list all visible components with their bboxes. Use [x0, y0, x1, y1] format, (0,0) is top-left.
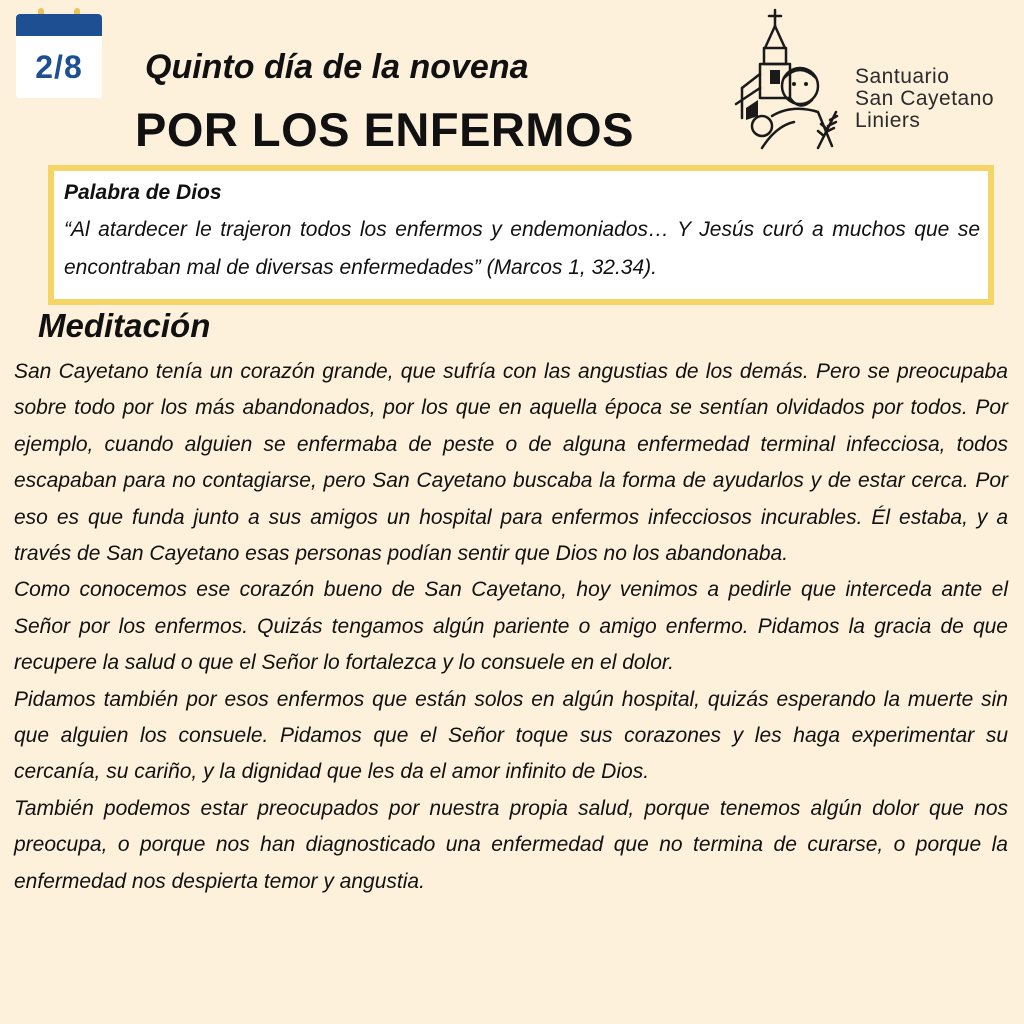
word-of-god-text: “Al atardecer le trajeron todos los enfermos y endemoniados… Y Jesús curó a muchos que se encontraban mal de diversas enfermedades” (Marcos 1, 32.34).	[64, 218, 980, 279]
meditation-body	[14, 354, 1008, 900]
calendar-body	[16, 36, 102, 98]
word-of-god-box	[48, 165, 994, 305]
page-title: POR LOS ENFERMOS	[135, 103, 634, 156]
meditation-paragraph: Como conocemos ese corazón bueno de San Cayetano, hoy venimos a pedirle que interceda ante el Señor por los enfermos. Quizás tengamos algún pariente o amigo enfermo. Pidamos la gracia de que recupere la salud o que el Señor lo fortalezca y lo consuele en el dolor.	[14, 578, 1008, 675]
calendar-icon	[16, 8, 102, 98]
sanctuary-logo-icon	[732, 8, 842, 153]
meditation-title: Meditación	[38, 307, 211, 344]
sanctuary-name-line: Liniers	[855, 109, 921, 132]
meditation-paragraph: San Cayetano tenía un corazón grande, que sufría con las angustias de los demás. Pero se preocupaba sobre todo por los más abandonados, por los que en aquella época se sentían olvidados por todos. Por ejemplo, cuando alguien se enfermaba de peste o de alguna enfermedad terminal infecciosa, todos escapaban para no contagiarse, pero San Cayetano buscaba la forma de ayudarlos y de estar cerca. Por eso es que funda junto a sus amigos un hospital para enfermos infecciosos incurables. Él estaba, y a través de San Cayetano esas personas podían sentir que Dios no los abandonaba.	[14, 360, 1008, 566]
sanctuary-name-line: Santuario	[855, 65, 950, 88]
sanctuary-name-line: San Cayetano	[855, 87, 995, 110]
sanctuary-name	[855, 66, 994, 132]
calendar-date: 2/8	[35, 48, 83, 85]
page-subtitle: Quinto día de la novena	[145, 48, 529, 86]
meditation-paragraph: También podemos estar preocupados por nuestra propia salud, porque tenemos algún dolor que nos preocupa, o porque nos han diagnosticado una enfermedad que no termina de curarse, o porque la enfermedad nos despierta temor y angustia.	[14, 796, 1008, 893]
calendar-header	[16, 14, 102, 36]
meditation-paragraph: Pidamos también por esos enfermos que están solos en algún hospital, quizás esperando la muerte sin que alguien los consuele. Pidamos que el Señor toque sus corazones y les haga experimentar su cercanía, su cariño, y la dignidad que les da el amor infinito de Dios.	[14, 687, 1008, 784]
word-of-god-heading: Palabra de Dios	[64, 181, 222, 204]
